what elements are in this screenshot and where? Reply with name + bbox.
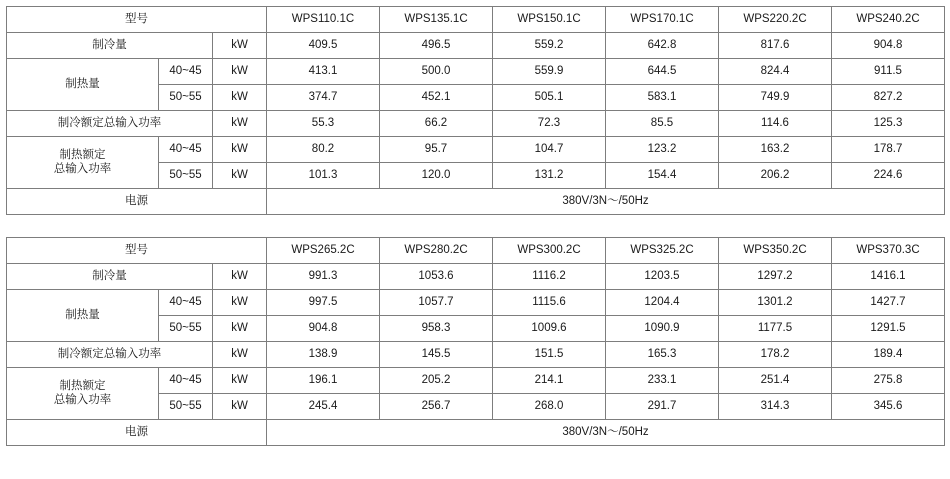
table-row (7, 33, 945, 59)
value-cell: 256.7 (380, 394, 493, 420)
unit-cell: kW (213, 342, 267, 368)
sub-label-cell: 50~55 (159, 85, 213, 111)
table-row (7, 290, 945, 316)
table-row (7, 368, 945, 394)
value-cell: 95.7 (380, 137, 493, 163)
row-label-line2: 总输入功率 (53, 393, 112, 406)
value-cell: 824.4 (719, 59, 832, 85)
table-row (7, 264, 945, 290)
value-cell: 496.5 (380, 33, 493, 59)
table-row (7, 59, 945, 85)
value-cell: 196.1 (267, 368, 380, 394)
header-model-label: 型号 (7, 238, 267, 264)
value-cell: 101.3 (267, 163, 380, 189)
sub-label-cell: 40~45 (159, 368, 213, 394)
model-cell: WPS240.2C (832, 7, 945, 33)
header-model-label: 型号 (7, 7, 267, 33)
sub-label-cell: 40~45 (159, 137, 213, 163)
value-cell: 151.5 (493, 342, 606, 368)
row-label-heating-input-power (7, 368, 159, 420)
value-cell: 205.2 (380, 368, 493, 394)
unit-cell: kW (213, 59, 267, 85)
model-cell: WPS150.1C (493, 7, 606, 33)
row-label-heating-capacity: 制热量 (7, 290, 159, 342)
value-cell: 145.5 (380, 342, 493, 368)
unit-cell: kW (213, 163, 267, 189)
model-cell: WPS110.1C (267, 7, 380, 33)
value-cell: 1416.1 (832, 264, 945, 290)
unit-cell: kW (213, 394, 267, 420)
unit-cell: kW (213, 290, 267, 316)
value-cell: 138.9 (267, 342, 380, 368)
value-cell: 409.5 (267, 33, 380, 59)
model-cell: WPS265.2C (267, 238, 380, 264)
value-cell: 559.2 (493, 33, 606, 59)
value-cell: 251.4 (719, 368, 832, 394)
value-cell: 1057.7 (380, 290, 493, 316)
row-label-power-supply: 电源 (7, 420, 267, 446)
value-cell: 374.7 (267, 85, 380, 111)
unit-cell: kW (213, 264, 267, 290)
unit-cell: kW (213, 137, 267, 163)
value-cell: 224.6 (832, 163, 945, 189)
value-cell: 189.4 (832, 342, 945, 368)
value-cell: 120.0 (380, 163, 493, 189)
value-cell: 413.1 (267, 59, 380, 85)
value-cell: 55.3 (267, 111, 380, 137)
model-cell: WPS300.2C (493, 238, 606, 264)
value-cell: 1177.5 (719, 316, 832, 342)
table-row (7, 342, 945, 368)
row-label-cooling-capacity: 制冷量 (7, 33, 213, 59)
table-row-power-supply (7, 420, 945, 446)
value-cell: 1053.6 (380, 264, 493, 290)
model-cell: WPS220.2C (719, 7, 832, 33)
value-cell: 505.1 (493, 85, 606, 111)
power-supply-value: 380V/3N～/50Hz (267, 189, 945, 215)
model-cell: WPS370.3C (832, 238, 945, 264)
value-cell: 275.8 (832, 368, 945, 394)
value-cell: 911.5 (832, 59, 945, 85)
model-cell: WPS325.2C (606, 238, 719, 264)
value-cell: 997.5 (267, 290, 380, 316)
value-cell: 1204.4 (606, 290, 719, 316)
value-cell: 114.6 (719, 111, 832, 137)
value-cell: 233.1 (606, 368, 719, 394)
value-cell: 904.8 (267, 316, 380, 342)
spec-table-2 (6, 237, 945, 446)
value-cell: 904.8 (832, 33, 945, 59)
table-row-header (7, 238, 945, 264)
sub-label-cell: 40~45 (159, 59, 213, 85)
spec-table-1 (6, 6, 945, 215)
value-cell: 104.7 (493, 137, 606, 163)
value-cell: 1009.6 (493, 316, 606, 342)
value-cell: 749.9 (719, 85, 832, 111)
value-cell: 214.1 (493, 368, 606, 394)
row-label-power-supply: 电源 (7, 189, 267, 215)
value-cell: 1116.2 (493, 264, 606, 290)
value-cell: 125.3 (832, 111, 945, 137)
model-cell: WPS170.1C (606, 7, 719, 33)
value-cell: 1301.2 (719, 290, 832, 316)
value-cell: 1115.6 (493, 290, 606, 316)
value-cell: 958.3 (380, 316, 493, 342)
power-supply-value: 380V/3N～/50Hz (267, 420, 945, 446)
value-cell: 345.6 (832, 394, 945, 420)
table-row (7, 111, 945, 137)
value-cell: 500.0 (380, 59, 493, 85)
unit-cell: kW (213, 85, 267, 111)
value-cell: 165.3 (606, 342, 719, 368)
value-cell: 642.8 (606, 33, 719, 59)
value-cell: 66.2 (380, 111, 493, 137)
value-cell: 452.1 (380, 85, 493, 111)
value-cell: 178.7 (832, 137, 945, 163)
value-cell: 314.3 (719, 394, 832, 420)
unit-cell: kW (213, 33, 267, 59)
value-cell: 80.2 (267, 137, 380, 163)
value-cell: 559.9 (493, 59, 606, 85)
model-cell: WPS135.1C (380, 7, 493, 33)
unit-cell: kW (213, 111, 267, 137)
sub-label-cell: 40~45 (159, 290, 213, 316)
model-cell: WPS280.2C (380, 238, 493, 264)
value-cell: 131.2 (493, 163, 606, 189)
value-cell: 123.2 (606, 137, 719, 163)
row-label-line2: 总输入功率 (53, 162, 112, 175)
value-cell: 1427.7 (832, 290, 945, 316)
value-cell: 827.2 (832, 85, 945, 111)
value-cell: 583.1 (606, 85, 719, 111)
row-label-heating-capacity: 制热量 (7, 59, 159, 111)
value-cell: 72.3 (493, 111, 606, 137)
sub-label-cell: 50~55 (159, 163, 213, 189)
row-label-line1: 制热额定 (59, 148, 106, 161)
value-cell: 85.5 (606, 111, 719, 137)
row-label-line1: 制热额定 (59, 379, 106, 392)
table-row (7, 137, 945, 163)
row-label-cooling-capacity: 制冷量 (7, 264, 213, 290)
value-cell: 268.0 (493, 394, 606, 420)
value-cell: 1203.5 (606, 264, 719, 290)
sub-label-cell: 50~55 (159, 394, 213, 420)
row-label-cooling-input-power: 制冷额定总输入功率 (7, 342, 213, 368)
value-cell: 1291.5 (832, 316, 945, 342)
value-cell: 817.6 (719, 33, 832, 59)
model-cell: WPS350.2C (719, 238, 832, 264)
sub-label-cell: 50~55 (159, 316, 213, 342)
value-cell: 206.2 (719, 163, 832, 189)
value-cell: 644.5 (606, 59, 719, 85)
unit-cell: kW (213, 368, 267, 394)
value-cell: 245.4 (267, 394, 380, 420)
value-cell: 178.2 (719, 342, 832, 368)
value-cell: 1297.2 (719, 264, 832, 290)
table-row-power-supply (7, 189, 945, 215)
row-label-heating-input-power (7, 137, 159, 189)
unit-cell: kW (213, 316, 267, 342)
value-cell: 1090.9 (606, 316, 719, 342)
row-label-cooling-input-power: 制冷额定总输入功率 (7, 111, 213, 137)
value-cell: 163.2 (719, 137, 832, 163)
value-cell: 991.3 (267, 264, 380, 290)
value-cell: 291.7 (606, 394, 719, 420)
table-row-header (7, 7, 945, 33)
value-cell: 154.4 (606, 163, 719, 189)
